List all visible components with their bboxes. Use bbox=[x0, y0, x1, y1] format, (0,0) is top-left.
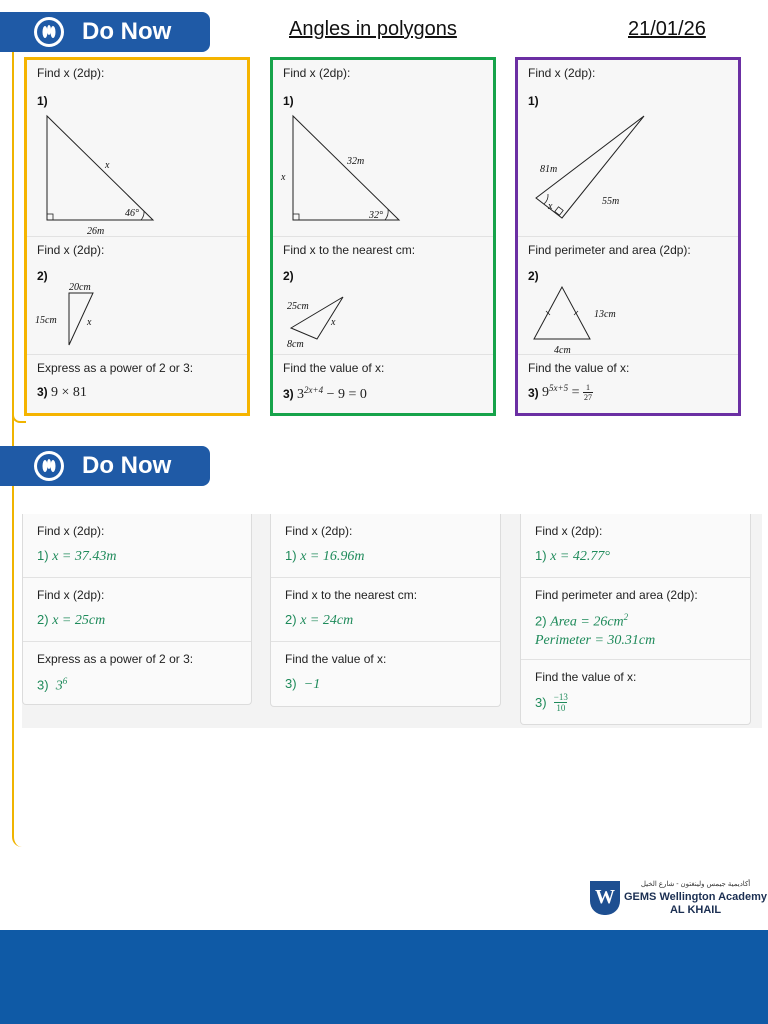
question-number: 1) bbox=[37, 94, 48, 108]
answer-number: 2) bbox=[37, 612, 49, 627]
expr-base: 9 bbox=[542, 384, 550, 400]
question-prompt: Find x to the nearest cm: bbox=[283, 243, 416, 257]
question-3-2 bbox=[518, 237, 738, 355]
school-campus: AL KHAIL bbox=[669, 904, 722, 916]
question-1-3 bbox=[27, 355, 247, 413]
answer-prompt: Find x (2dp): bbox=[37, 588, 105, 602]
answer-number: 1) bbox=[37, 548, 49, 563]
question-2-1 bbox=[273, 60, 493, 237]
question-prompt: Find x (2dp): bbox=[283, 66, 351, 80]
label-hypotenuse: 32m bbox=[347, 156, 365, 167]
do-now-answers-tab bbox=[0, 446, 210, 486]
answer-prompt: Find perimeter and area (2dp): bbox=[535, 588, 698, 602]
question-number: 1) bbox=[283, 94, 294, 108]
question-box-2 bbox=[270, 57, 496, 416]
school-logo-icon bbox=[34, 17, 64, 47]
question-2-3 bbox=[273, 355, 493, 413]
answer-number: 3) bbox=[37, 677, 49, 693]
right-triangle-diagram bbox=[279, 110, 479, 240]
answer-prompt: Find x (2dp): bbox=[37, 524, 105, 538]
question-prompt: Find x (2dp): bbox=[37, 243, 105, 257]
school-name: GEMS Wellington Academy bbox=[624, 891, 768, 903]
label-left: 15cm bbox=[35, 315, 57, 326]
answer-number: 1) bbox=[285, 548, 297, 563]
expr-exponent: 5x+5 bbox=[549, 383, 569, 393]
answer-box-3 bbox=[520, 514, 751, 725]
answer-3-1 bbox=[521, 514, 750, 578]
school-crest-icon bbox=[590, 881, 620, 915]
do-now-tab bbox=[0, 12, 210, 52]
question-number: 2) bbox=[528, 269, 539, 283]
answer-value: Area = 26cm bbox=[550, 614, 624, 630]
fraction-denominator: 27 bbox=[584, 393, 592, 402]
question-prompt: Find the value of x: bbox=[283, 361, 385, 375]
question-expression: 9 × 81 bbox=[51, 385, 87, 400]
answer-1-1 bbox=[23, 514, 251, 578]
answer-value: x = 25cm bbox=[52, 613, 106, 628]
label-a: 81m bbox=[540, 164, 558, 175]
school-branding bbox=[590, 878, 767, 917]
page-date: 21/01/26 bbox=[628, 18, 706, 40]
answer-value: −1 bbox=[303, 677, 321, 692]
question-prompt: Express as a power of 2 or 3: bbox=[37, 361, 194, 375]
answer-number: 2) bbox=[535, 613, 547, 629]
answer-box-2 bbox=[270, 514, 501, 707]
question-number: 3) bbox=[283, 387, 294, 401]
answer-prompt: Express as a power of 2 or 3: bbox=[37, 652, 194, 666]
answer-1-2 bbox=[23, 578, 251, 642]
question-box-1 bbox=[24, 57, 250, 416]
answer-number: 3) bbox=[535, 695, 547, 710]
expr-exponent: 2x+4 bbox=[304, 385, 324, 395]
answer-number: 1) bbox=[535, 548, 547, 563]
answer-1-3 bbox=[23, 642, 251, 704]
right-triangle-diagram bbox=[33, 110, 233, 240]
question-number: 3) bbox=[37, 385, 48, 399]
isosceles-triangle-diagram bbox=[522, 273, 642, 353]
question-prompt: Find x (2dp): bbox=[528, 66, 596, 80]
answer-exponent: 2 bbox=[623, 612, 629, 622]
label-hypotenuse: x bbox=[105, 160, 110, 171]
answer-value: x = 37.43m bbox=[52, 549, 117, 564]
do-now-label: Do Now bbox=[82, 452, 172, 479]
answer-2-1 bbox=[271, 514, 500, 578]
page-title: Angles in polygons bbox=[289, 18, 457, 40]
answer-prompt: Find x (2dp): bbox=[535, 524, 603, 538]
question-number: 3) bbox=[528, 385, 539, 400]
answer-value: x = 24cm bbox=[300, 613, 354, 628]
label-top: 20cm bbox=[69, 282, 91, 293]
answer-prompt: Find x to the nearest cm: bbox=[285, 588, 418, 602]
obtuse-triangle-diagram bbox=[277, 273, 387, 348]
question-prompt: Find perimeter and area (2dp): bbox=[528, 243, 691, 257]
label-base: 26m bbox=[87, 226, 105, 237]
question-prompt: Find the value of x: bbox=[528, 361, 630, 375]
question-prompt: Find x (2dp): bbox=[37, 66, 105, 80]
do-now-label: Do Now bbox=[82, 18, 172, 45]
label-c: 8cm bbox=[287, 339, 304, 348]
answer-value: x = 16.96m bbox=[300, 549, 365, 564]
answer-prompt: Find x (2dp): bbox=[285, 524, 353, 538]
answer-prompt: Find the value of x: bbox=[535, 670, 637, 684]
fraction-numerator: −13 bbox=[553, 692, 568, 702]
answer-3-3 bbox=[521, 660, 750, 724]
answer-number: 3) bbox=[285, 676, 297, 691]
question-number: 2) bbox=[283, 269, 294, 283]
footer-band bbox=[0, 930, 768, 1024]
question-3-1 bbox=[518, 60, 738, 237]
question-number: 2) bbox=[37, 269, 48, 283]
answer-value: x = 42.77° bbox=[550, 549, 610, 564]
question-number: 1) bbox=[528, 94, 539, 108]
question-3-3 bbox=[518, 355, 738, 413]
expr-rest: − 9 = 0 bbox=[323, 387, 367, 402]
crest-letter: W bbox=[595, 886, 615, 908]
question-box-3 bbox=[515, 57, 741, 416]
expr-equals: = bbox=[568, 384, 583, 400]
fraction bbox=[554, 692, 568, 713]
fraction bbox=[583, 383, 593, 402]
label-side: 13cm bbox=[594, 309, 616, 320]
expr-base: 3 bbox=[297, 387, 305, 402]
school-logo-icon bbox=[34, 451, 64, 481]
answer-3-2 bbox=[521, 578, 750, 660]
thin-triangle-diagram bbox=[31, 273, 121, 348]
question-1-1 bbox=[27, 60, 247, 237]
answer-prompt: Find the value of x: bbox=[285, 652, 387, 666]
question-2-2 bbox=[273, 237, 493, 355]
label-angle: 32° bbox=[369, 210, 383, 221]
fraction-denominator: 10 bbox=[556, 703, 566, 713]
fraction-numerator: 1 bbox=[586, 383, 590, 392]
question-1-2 bbox=[27, 237, 247, 355]
answer-exponent: 6 bbox=[62, 676, 68, 686]
right-triangle-diagram bbox=[524, 110, 734, 240]
label-base: 4cm bbox=[554, 345, 571, 353]
label-side: x bbox=[87, 317, 92, 328]
answer-value-2: Perimeter = 30.31cm bbox=[535, 633, 656, 649]
label-b: x bbox=[331, 317, 336, 328]
answer-2-2 bbox=[271, 578, 500, 642]
answer-box-1 bbox=[22, 514, 252, 705]
label-angle: x bbox=[548, 201, 553, 212]
label-b: 55m bbox=[602, 196, 620, 207]
label-a: 25cm bbox=[287, 301, 309, 312]
school-name-arabic: أكاديمية جيمس ولينغتون - شارع الخيل bbox=[640, 881, 751, 888]
label-vertical: x bbox=[281, 172, 286, 183]
answer-number: 2) bbox=[285, 612, 297, 627]
answer-2-3 bbox=[271, 642, 500, 706]
answer-base: 3 bbox=[55, 678, 63, 694]
label-angle: 46° bbox=[125, 208, 139, 219]
